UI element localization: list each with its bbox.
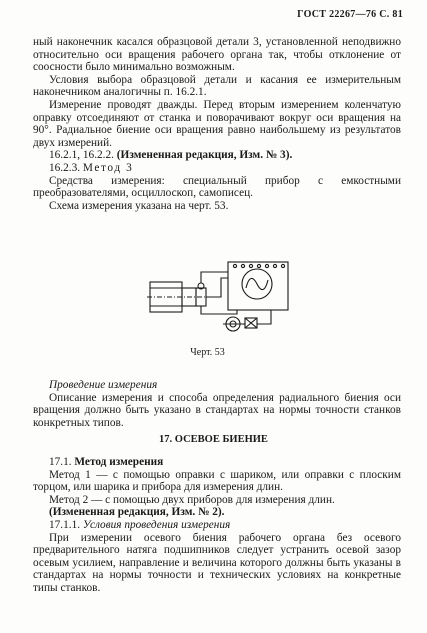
paragraph: Условия выбора образцовой детали и касания ее измерительным наконечником аналогичны п. 16.2.1. xyxy=(33,73,401,99)
paragraph xyxy=(33,456,401,469)
paragraph: ный наконечник касался образцовой детали 3, установленной неподвижно относительно оси вращения рабочего органа так, чтобы отклонение от соосности было минимально возможным. xyxy=(33,36,401,74)
bottom-text xyxy=(33,456,401,595)
clause-number: 16.2.1, 16.2.2. xyxy=(49,149,114,162)
top-text xyxy=(33,36,401,212)
clause-title: Условия проведения измерения xyxy=(82,518,231,531)
amendment-note: (Измененная редакция, Изм. № 3). xyxy=(116,149,293,162)
paragraph: Измерение проводят дважды. Перед вторым измерением коленчатую оправку отсоединяют от станка и поворачивают вокруг оси вращения на 90°. Радиальное биение оси вращения равно наибольшему из результатов двух измерений. xyxy=(33,98,401,149)
clause-number: 17.1. xyxy=(49,456,72,468)
paragraph: Метод 2 — с помощью двух приборов для измерения длин. xyxy=(49,493,335,506)
clause-number: 17.1.1. xyxy=(49,518,81,531)
section-title: 17. ОСЕВОЕ БИЕНИЕ xyxy=(159,434,268,445)
figure-caption-wrap xyxy=(0,347,427,360)
section-heading-wrap xyxy=(0,434,427,447)
clause-title: Метод измерения xyxy=(74,456,164,468)
mid-text xyxy=(33,379,401,429)
paragraph xyxy=(33,149,401,162)
figure-caption: Черт. 53 xyxy=(190,347,225,358)
subheading: Проведение измерения xyxy=(49,379,158,391)
paragraph: При измерении осевого биения рабочего органа без осевого предварительного натяга подшипников следует устранить осевой зазор осевым усилием, направление и величина которого должны быть указаны в стандартах на нормы точности и технических условиях на конкретные типы станков. xyxy=(33,531,401,594)
paragraph xyxy=(33,162,401,175)
clause-number: 16.2.3. xyxy=(49,161,81,174)
paragraph: Средства измерения: специальный прибор с емкостными преобразователями, осциллоскоп, самописец. xyxy=(33,174,401,200)
paragraph: Метод 1 — с помощью оправки с шариком, или оправки с плоским торцом, или шарика и прибора для измерения длин. xyxy=(33,468,401,494)
page-header: ГОСТ 22267—76 С. 81 xyxy=(297,9,403,20)
paragraph: Описание измерения и способа определения радиального биения оси вращения должно быть указано в стандартах на нормы точности станков конкретных типов. xyxy=(33,391,401,429)
paragraph xyxy=(33,519,401,532)
method-title: Метод 3 xyxy=(82,161,134,174)
measurement-scheme-figure xyxy=(145,258,315,340)
paragraph: Схема измерения указана на черт. 53. xyxy=(49,199,229,212)
amendment-note: (Измененная редакция, Изм. № 2). xyxy=(49,506,225,519)
